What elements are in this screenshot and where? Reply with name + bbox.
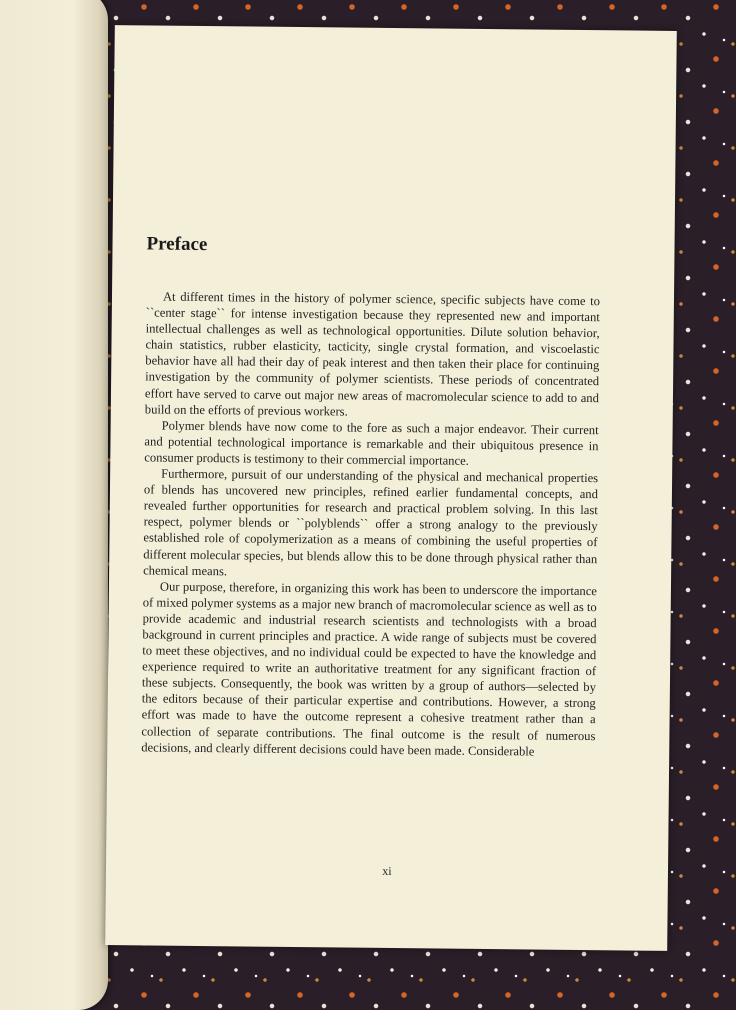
book-page bbox=[105, 25, 677, 951]
page-number: xi bbox=[382, 863, 392, 879]
page-title: Preface bbox=[146, 233, 208, 256]
facing-page bbox=[0, 0, 108, 1010]
preface-body bbox=[141, 288, 600, 759]
paragraph: At different times in the history of polymer science, specific subjects have come to ``center stage`` for intense investigation because they represented new and important intellectual challenges as well as technological opportunities. Dilute solution behavior, chain statistics, rubber elasticity, tacticity, single crystal formation, and viscoelastic behavior have all had their day of peak interest and then taken their place for continuing investigation by the community of polymer scientists. These periods of concentrated effort have served to carve out major new areas of macromolecular science to add to and build on the efforts of previous workers. bbox=[144, 289, 601, 419]
paragraph: Furthermore, pursuit of our understanding of the physical and mechanical properties of blends has uncovered new principles, refined earlier fundamental concepts, and revealed further opportunities for research and practical problem solving. In this last respect, polymer blends or ``polyblends`` offer a strong analogy to the previously established role of copolymerization as a means of combining the useful properties of different molecular species, but blends allow this to be done through physical rather than chemical means. bbox=[143, 466, 599, 578]
paragraph: Our purpose, therefore, in organizing this work has been to underscore the importance of mixed polymer systems as a major new branch of macromolecular science as well as to provide academic and industrial research scientists and technologists with a broad background in current principles and practice. A wide range of subjects must be covered to meet these objectives, and no individual could be expected to have the knowledge and experience required to write an authoritative treatment for any significant fraction of these subjects. Consequently, the book was written by a group of authors—selected by the editors because of their particular expertise and contributions. However, a strong effort was made to have the outcome represent a cohesive treatment rather than a collection of separate contributions. The final outcome is the result of numerous decisions, and clearly different decisions could have been made. Considerable bbox=[141, 579, 598, 759]
paragraph: Polymer blends have now come to the fore as such a major endeavor. Their current and potential technological importance is remarkable and their ubiquitous presence in consumer products is testimony to their commercial importance. bbox=[144, 418, 599, 468]
